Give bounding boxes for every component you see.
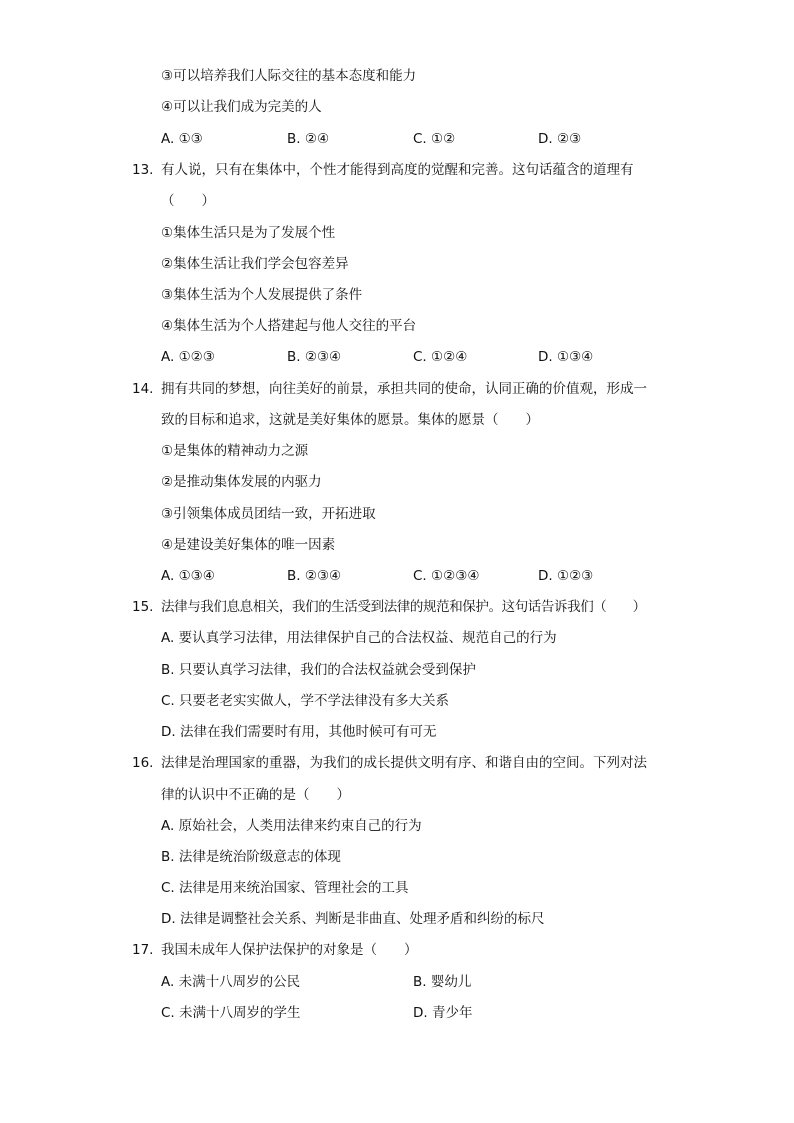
question-16-number: 16. [132, 755, 154, 771]
question-14-option-d: D. ①②③ [538, 568, 594, 584]
prev-option-a: A. ①③ [161, 131, 203, 147]
question-17-option-d: D. 青少年 [413, 1005, 473, 1021]
question-13-item-4: ④集体生活为个人搭建起与他人交往的平台 [161, 318, 417, 334]
question-14-item-2: ②是推动集体发展的内驱力 [161, 474, 322, 490]
question-15-option-d: D. 法律在我们需要时有用，其他时候可有可无 [161, 724, 437, 740]
prev-option-c: C. ①② [413, 131, 456, 147]
question-14-option-c: C. ①②③④ [413, 568, 480, 584]
question-16-stem-line1: 法律是治理国家的重器，为我们的成长提供文明有序、和谐自由的空间。下列对法 [161, 755, 647, 771]
question-17-stem-line1: 我国未成年人保护法保护的对象是（ ） [161, 942, 418, 958]
question-16-option-c: C. 法律是用来统治国家、管理社会的工具 [161, 880, 409, 896]
question-15-number: 15. [132, 599, 154, 615]
prev-option-b: B. ②④ [287, 131, 330, 147]
question-13-option-d: D. ①③④ [538, 349, 594, 365]
question-17-number: 17. [132, 942, 154, 958]
question-17-option-b: B. 婴幼儿 [413, 974, 472, 990]
question-14-option-b: B. ②③④ [287, 568, 342, 584]
question-16-option-d: D. 法律是调整社会关系、判断是非曲直、处理矛盾和纠纷的标尺 [161, 911, 545, 927]
question-13-item-2: ②集体生活让我们学会包容差异 [161, 256, 349, 272]
prev-item-4: ④可以让我们成为完美的人 [161, 99, 322, 115]
question-15-stem-line1: 法律与我们息息相关，我们的生活受到法律的规范和保护。这句话告诉我们（ ） [161, 599, 646, 615]
question-13-item-3: ③集体生活为个人发展提供了条件 [161, 287, 363, 303]
question-13-item-1: ①集体生活只是为了发展个性 [161, 225, 336, 241]
prev-option-d: D. ②③ [538, 131, 582, 147]
question-13-number: 13. [132, 162, 154, 178]
question-14-option-a: A. ①③④ [161, 568, 215, 584]
question-13-stem-line1: 有人说，只有在集体中，个性才能得到高度的觉醒和完善。这句话蕴含的道理有 [161, 162, 634, 178]
prev-item-3: ③可以培养我们人际交往的基本态度和能力 [161, 68, 417, 84]
question-14-stem-line1: 拥有共同的梦想，向往美好的前景，承担共同的使命，认同正确的价值观，形成一 [161, 381, 647, 397]
question-17-option-a: A. 未满十八周岁的公民 [161, 974, 301, 990]
question-17-option-c: C. 未满十八周岁的学生 [161, 1005, 301, 1021]
question-14-number: 14. [132, 381, 154, 397]
question-15-option-c: C. 只要老老实实做人，学不学法律没有多大关系 [161, 693, 450, 709]
question-16-option-a: A. 原始社会，人类用法律来约束自己的行为 [161, 818, 422, 834]
question-15-option-a: A. 要认真学习法律，用法律保护自己的合法权益、规范自己的行为 [161, 630, 557, 646]
question-13-option-a: A. ①②③ [161, 349, 215, 365]
question-13-stem-line2: （ ） [161, 193, 215, 209]
question-14-stem-line2: 致的目标和追求，这就是美好集体的愿景。集体的愿景（ ） [161, 412, 539, 428]
question-13-option-b: B. ②③④ [287, 349, 342, 365]
question-14-item-1: ①是集体的精神动力之源 [161, 443, 309, 459]
question-16-stem-line2: 律的认识中不正确的是（ ） [161, 787, 350, 803]
question-16-option-b: B. 法律是统治阶级意志的体现 [161, 849, 341, 865]
question-15-option-b: B. 只要认真学习法律，我们的合法权益就会受到保护 [161, 662, 476, 678]
question-14-item-3: ③引领集体成员团结一致，开拓进取 [161, 506, 376, 522]
question-13-option-c: C. ①②④ [413, 349, 468, 365]
question-14-item-4: ④是建设美好集体的唯一因素 [161, 537, 336, 553]
